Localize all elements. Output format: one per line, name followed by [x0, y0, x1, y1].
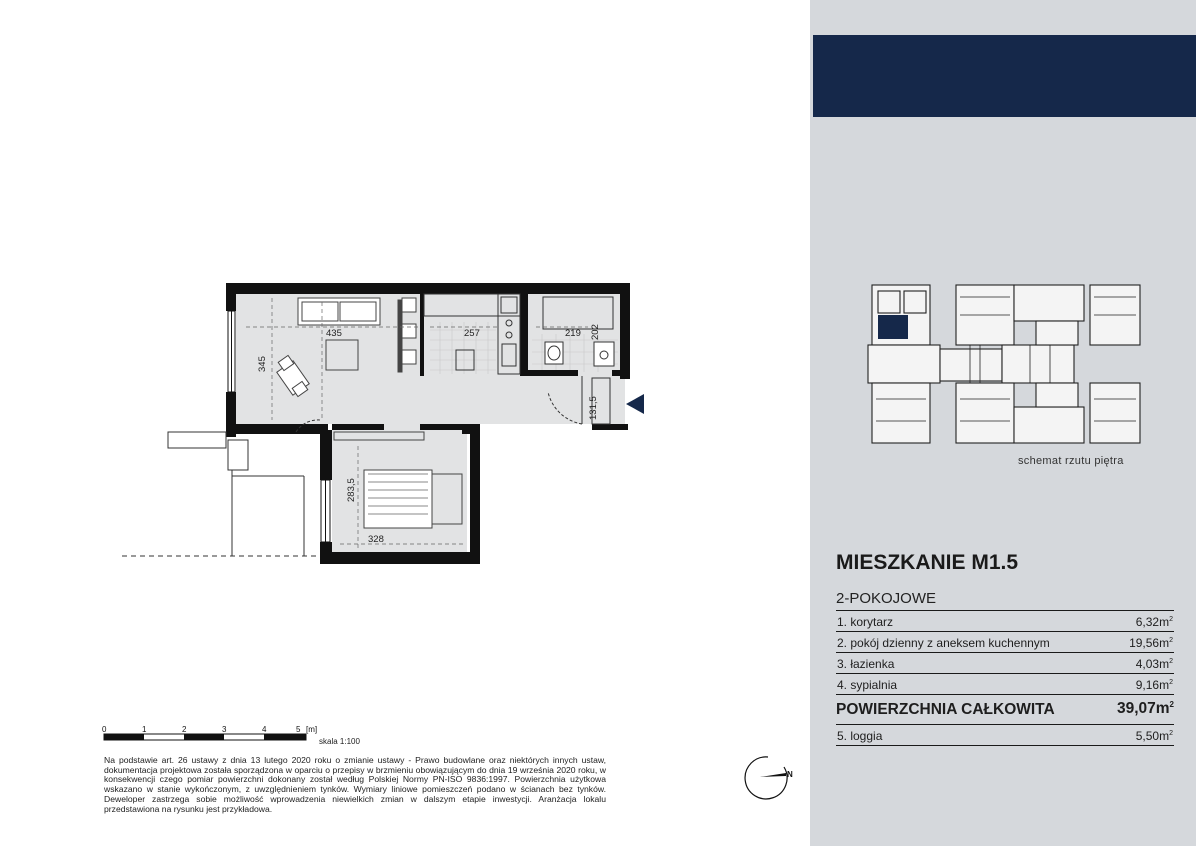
room-area-cell	[1129, 632, 1173, 652]
loggia	[122, 420, 320, 556]
legal-note: Na podstawie art. 26 ustawy z dnia 13 lutego 2020 roku o zmianie ustawy - Prawo budowlane oraz niektórych innych ustaw, dokumentacja projektowa została sporządzona w oparciu o przepisy w brzmieniu obowiązującym do dnia 19 września 2020 roku, w konsekwencji czego pomiar powierzchni dokonany został według Polskiej Normy PN-ISO 9836:1997. Powierzchnia użytkowa wskazano w stanie wykończonym, z uwzględnieniem tynków. Wymiary liniowe pomieszczeń podano w ścianach bez tynków. Deweloper zastrzega sobie możliwość wprowadzenia niewielkich zmian w dalszym etapie inwestycji. Aranżacja lokalu przedstawiona na rysunku jest przykładowa.	[104, 755, 606, 814]
room-area-unit: 2	[1169, 679, 1173, 686]
loggia-area: 5,50m	[1135, 729, 1170, 743]
room-label: 2. pokój dzienny z aneksem kuchennym	[837, 636, 1050, 650]
room-area-unit: 2	[1169, 616, 1173, 623]
room-area-cell	[1136, 674, 1173, 694]
brand-header-bar	[813, 35, 1196, 117]
scale-label-3: 3	[222, 725, 227, 734]
loggia-area-unit: 2	[1169, 730, 1173, 737]
loggia-area-cell	[1136, 725, 1173, 745]
dim-bedroom-width: 328	[368, 534, 384, 545]
loggia-row	[836, 724, 1174, 746]
room-row	[836, 610, 1174, 631]
total-area-row	[836, 694, 1174, 724]
info-panel	[810, 0, 1196, 846]
total-area-cell	[1117, 700, 1174, 718]
room-area-unit: 2	[1169, 658, 1173, 665]
total-area-value: 39,07m	[1116, 700, 1170, 718]
bed	[364, 470, 462, 528]
room-area: 19,56m	[1129, 636, 1170, 650]
room-label: 1. korytarz	[837, 615, 894, 629]
key-plan-caption: schemat rzutu piętra	[1018, 455, 1124, 467]
apartment-type: 2-POKOJOWE	[836, 590, 937, 607]
north-compass-icon	[740, 753, 800, 803]
scale-label-4: 4	[262, 725, 267, 734]
dim-bathroom-depth: 202	[590, 324, 601, 340]
room-area: 4,03m	[1135, 657, 1170, 671]
dim-bedroom-depth: 283,5	[346, 478, 357, 502]
total-area-unit: 2	[1169, 700, 1174, 710]
dim-living-depth: 345	[257, 356, 268, 372]
scale-label-2: 2	[182, 725, 187, 734]
room-label: 3. łazienka	[837, 657, 895, 671]
room-area-unit: 2	[1169, 637, 1173, 644]
room-area-cell	[1136, 653, 1173, 673]
scale-label-5: 5	[296, 725, 301, 734]
room-area: 6,32m	[1135, 615, 1170, 629]
scale-text: skala 1:100	[319, 737, 360, 746]
dim-kitchen-width: 257	[464, 328, 480, 339]
scale-bar	[100, 725, 330, 745]
apartment-title: MIESZKANIE M1.5	[836, 551, 1019, 574]
loggia-label: 5. loggia	[837, 729, 883, 743]
dim-living-width: 435	[326, 328, 342, 339]
dim-hall-depth: 131,5	[588, 396, 599, 420]
north-label: N	[787, 770, 793, 779]
scale-label-0: 0	[102, 725, 107, 734]
scale-label-1: 1	[142, 725, 147, 734]
dim-bathroom-width: 219	[565, 328, 581, 339]
room-row	[836, 652, 1174, 673]
entrance-arrow-icon	[626, 394, 644, 414]
scale-label-unit: [m]	[306, 725, 318, 734]
room-area-cell	[1136, 611, 1173, 631]
room-area: 9,16m	[1135, 678, 1170, 692]
key-plan-highlight	[878, 315, 908, 339]
room-row	[836, 673, 1174, 694]
room-row	[836, 631, 1174, 652]
building-key-plan	[860, 275, 1145, 450]
room-area-table	[836, 610, 1174, 746]
total-area-label: POWIERZCHNIA CAŁKOWITA	[836, 700, 1055, 718]
room-label: 4. sypialnia	[837, 678, 898, 692]
